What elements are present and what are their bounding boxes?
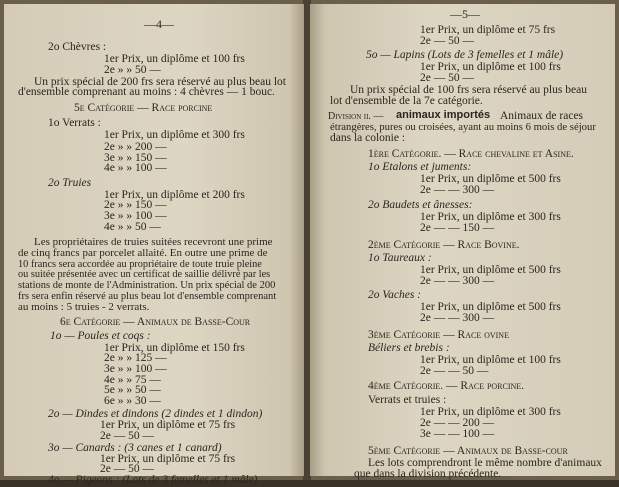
division-heading: Division ii. — <box>328 111 384 122</box>
text-line: 1er Prix, un diplôme et 500 frs <box>420 173 561 185</box>
text-line: 2e — 50 — <box>420 35 474 47</box>
text-line: 4e » » 75 — <box>104 373 161 386</box>
text-line: 3o — Canards : (3 canes et 1 canard) <box>48 441 222 454</box>
text-line: 2o Truies <box>48 176 92 189</box>
text-line: 2e — — 300 — <box>420 275 495 287</box>
text-line: Les propriétaires de truies suitées recevront une prime <box>34 236 273 249</box>
text-line: 1er Prix, un diplôme et 75 frs <box>100 419 236 432</box>
text-line: 1o Taureaux : <box>368 252 432 264</box>
text-line: ou suitée présentée avec un certificat de saillie délivré par les <box>18 269 271 281</box>
text-line: 4e » » 50 — <box>104 220 161 233</box>
text-line: lot d'ensemble de la 7e catégorie. <box>330 95 483 107</box>
text-line: 2e — — 200 — <box>420 417 495 429</box>
page-number: —5— <box>450 7 480 21</box>
text-line: Un prix spécial de 200 frs sera réservé au plus beau lot <box>34 75 286 88</box>
text-line: stations de monte de l'Administration. Un prix spécial de 200 <box>18 280 276 292</box>
text-line: 3e — — 100 — <box>420 428 495 440</box>
category-heading: 2ème Catégorie — Race Bovine. <box>368 239 520 251</box>
division-title: animaux importés <box>396 109 491 121</box>
category-heading: 4ème Catégorie. — Race porcine. <box>368 380 525 392</box>
category-heading: 1ère Catégorie. — Race chevaline et Asine. <box>368 148 574 160</box>
text-line: 2e — — 300 — <box>420 184 495 196</box>
text-line: 1er Prix, un diplôme et 500 frs <box>420 264 561 276</box>
text-line: Un prix spécial de 100 frs sera réservé au plus beau <box>350 84 587 96</box>
text-line: 3e » » 100 — <box>104 209 167 222</box>
text-line: Les lots comprendront le même nombre d'animaux <box>368 457 602 469</box>
text-line: 1o Etalons et juments: <box>368 161 472 173</box>
text-line: 1er Prix, un diplôme et 300 frs <box>420 406 561 418</box>
category-heading: 5ème Catégorie — Animaux de Basse-cour <box>368 445 568 457</box>
text-line: 2o Baudets et ânesses: <box>368 199 473 211</box>
text-line: Verrats et truies : <box>368 394 447 406</box>
text-line: 2e » » 50 — <box>104 63 161 76</box>
text-line: au moins : 5 truies - 2 verrats. <box>18 300 150 313</box>
text-line: 1o — Poules et coqs : <box>50 329 151 342</box>
text-line: 2e — 50 — <box>100 463 154 476</box>
text-line: 3e » » 150 — <box>104 151 167 164</box>
category-heading: 5e Catégorie — Race porcine <box>74 101 213 114</box>
text-line: 1er Prix, un diplôme et 300 frs <box>104 129 245 142</box>
text-line: que dans la division précédente. <box>354 468 502 480</box>
text-line: 1er Prix, un diplôme et 100 frs <box>420 61 561 73</box>
text-line: 5o — Lapins (Lots de 3 femelles et 1 mâle) <box>366 49 564 61</box>
text-line: 1er Prix, un diplôme et 100 frs <box>104 53 245 66</box>
text-line: 1er Prix, un diplôme et 75 frs <box>420 24 556 36</box>
text-line: 1er Prix, un diplôme et 150 frs <box>104 341 245 354</box>
text-line: 1er Prix, un diplôme et 300 frs <box>420 211 561 223</box>
text-line: 10 francs sera accordée au propriétaire de toute truie pleine <box>18 258 262 270</box>
text-line: Béliers et brebis : <box>368 342 450 354</box>
text-line: 2o Vaches : <box>368 289 422 301</box>
text-line: 2e » » 125 — <box>104 352 167 365</box>
text-line: 2e » » 200 — <box>104 140 167 153</box>
text-line: 6e » » 30 — <box>104 395 161 408</box>
text-line: étrangères, pures ou croisées, ayant au moins 6 mois de séjour <box>330 121 596 133</box>
text-line: 2e — 50 — <box>100 430 154 443</box>
text-line: 2e — — 300 — <box>420 312 495 324</box>
text-line: d'ensemble comprenant au moins : 4 chèvres — 1 bouc. <box>18 86 275 99</box>
text-line: 2o Chèvres : <box>48 41 107 54</box>
category-heading: 6e Catégorie — Animaux de Basse-Cour <box>60 316 251 329</box>
text-line: Animaux de races <box>500 110 584 122</box>
text-line: 1er Prix, un diplôme et 75 frs <box>100 452 236 465</box>
text-line: 4e » » 100 — <box>104 162 167 175</box>
text-line: frs sera enfin réservé au plus beau lot d'ensemble comprenant <box>18 290 277 302</box>
text-line: 1er Prix, un diplôme et 100 frs <box>420 354 561 366</box>
right-page <box>310 4 615 480</box>
text-line: 2e — — 150 — <box>420 222 495 234</box>
text-line: 2e — — 50 — <box>420 365 489 377</box>
text-line: 1o Verrats : <box>48 117 101 130</box>
text-line: 1er Prix, un diplôme et 200 frs <box>104 188 245 201</box>
text-line: 2e — 50 — <box>420 72 474 84</box>
left-page <box>4 4 304 486</box>
page-number: —4— <box>144 17 174 31</box>
text-line: 3e » » 100 — <box>104 362 167 375</box>
text-line: de cinq francs par porcelet allaité. En outre une prime de <box>18 247 268 259</box>
text-line: 2o — Dindes et dindons (2 dindes et 1 dindon) <box>48 407 263 420</box>
text-line: 5e » » 50 — <box>104 384 161 397</box>
text-line: 1er Prix, un diplôme et 500 frs <box>420 301 561 313</box>
category-heading: 3ème Catégorie — Race ovine <box>368 329 509 341</box>
text-line: 4o — Pigeons : (Lots de 3 femelles et 1 mâle) <box>48 474 258 486</box>
text-line: 2e » » 150 — <box>104 199 167 212</box>
text-line: dans la colonie : <box>330 132 406 144</box>
